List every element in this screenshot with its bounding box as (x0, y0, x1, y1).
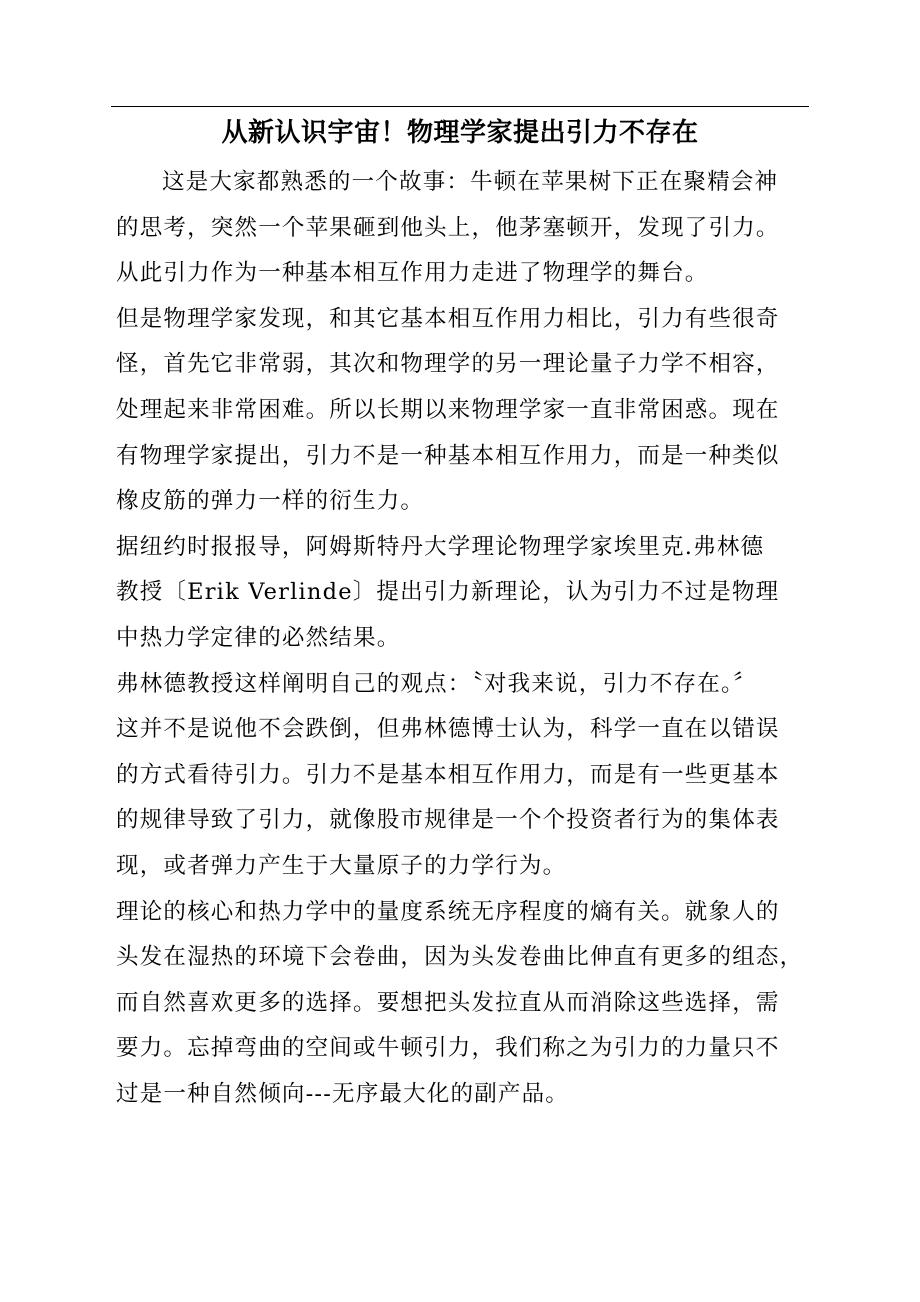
paragraph-line: 的方式看待引力。引力不是基本相互作用力，而是有一些更基本 (116, 761, 780, 788)
paragraph-line: 弗林德教授这样阐明自己的观点：〝对我来说，引力不存在。〞 (116, 670, 758, 697)
paragraph-line: 怪，首先它非常弱，其次和物理学的另一理论量子力学不相容， (116, 351, 780, 378)
paragraph-line: 处理起来非常困难。所以长期以来物理学家一直非常困惑。现在 (116, 396, 780, 423)
paragraph-line: 教授〔Erik Verlinde〕提出引力新理论，认为引力不过是物理 (116, 579, 780, 606)
paragraph-line: 中热力学定律的必然结果。 (116, 624, 401, 651)
paragraph-line: 有物理学家提出，引力不是一种基本相互作用力，而是一种类似 (116, 442, 780, 469)
article-title: 从新认识宇宙！物理学家提出引力不存在 (221, 118, 699, 148)
paragraph-line: 从此引力作为一种基本相互作用力走进了物理学的舞台。 (116, 260, 709, 287)
paragraph-line: 橡皮筋的弹力一样的衍生力。 (116, 488, 425, 515)
paragraph-line: 的思考，突然一个苹果砸到他头上，他茅塞顿开，发现了引力。 (116, 214, 780, 241)
paragraph-line: 头发在湿热的环境下会卷曲，因为头发卷曲比伸直有更多的组态， (116, 944, 804, 971)
paragraph-line: 的规律导致了引力，就像股市规律是一个个投资者行为的集体表 (116, 807, 780, 834)
paragraph-line: 而自然喜欢更多的选择。要想把头发拉直从而消除这些选择，需 (116, 989, 780, 1016)
paragraph-line: 现，或者弹力产生于大量原子的力学行为。 (116, 852, 567, 879)
article-body (116, 160, 816, 1117)
paragraph-line: 这是大家都熟悉的一个故事：牛顿在苹果树下正在聚精会神 (162, 169, 779, 195)
header-rule (111, 106, 809, 107)
paragraph-line: 据纽约时报报导，阿姆斯特丹大学理论物理学家埃里克.弗林德 (116, 533, 765, 560)
paragraph-line: 理论的核心和热力学中的量度系统无序程度的熵有关。就象人的 (116, 898, 780, 925)
paragraph-line: 这并不是说他不会跌倒，但弗林德博士认为，科学一直在以错误 (116, 716, 780, 743)
paragraph-line: 但是物理学家发现，和其它基本相互作用力相比，引力有些很奇 (116, 305, 780, 332)
paragraph-line: 过是一种自然倾向---无序最大化的副产品。 (116, 1080, 570, 1107)
paragraph-line: 要力。忘掉弯曲的空间或牛顿引力，我们称之为引力的力量只不 (116, 1035, 780, 1062)
